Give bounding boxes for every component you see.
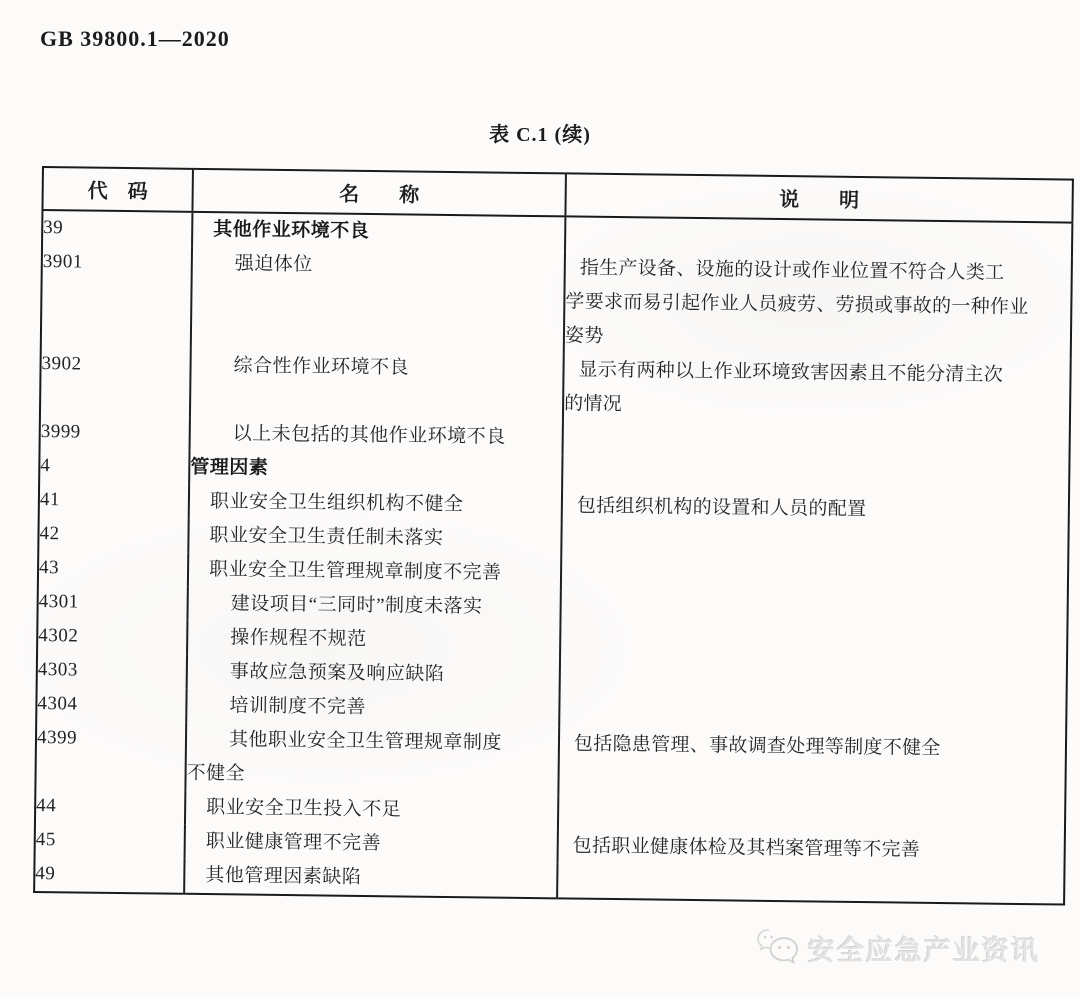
name-cell: 操作规程不规范 xyxy=(187,621,560,660)
desc-cell: 包括职业健康体检及其档案管理等不完善 xyxy=(558,829,1065,869)
desc-cell: 包括组织机构的设置和人员的配置 xyxy=(562,489,1069,529)
name-cell: 职业安全卫生投入不足 xyxy=(185,791,558,830)
code-cell: 4302 xyxy=(38,624,79,647)
code-cell: 39 xyxy=(43,217,64,239)
name-cell: 强迫体位 xyxy=(191,247,565,354)
name-cell: 管理因素 xyxy=(189,451,562,490)
table-row xyxy=(40,347,1071,428)
code-cell: 44 xyxy=(36,794,57,817)
code-cell: 4303 xyxy=(37,658,78,681)
watermark-label: 安全应急产业资讯 xyxy=(808,935,1040,966)
name-cell: 其他职业安全卫生管理规章制度 不健全 xyxy=(185,723,559,796)
desc-cell: 包括隐患管理、事故调查处理等制度不健全 xyxy=(558,727,1066,801)
standard-number: GB 39800.1—2020 xyxy=(40,26,230,51)
name-cell: 培训制度不完善 xyxy=(186,689,559,728)
name-cell: 建设项目“三同时”制度未落实 xyxy=(187,587,560,626)
header-name: 名 称 xyxy=(192,169,565,217)
table-row xyxy=(41,245,1072,360)
code-cell: 3902 xyxy=(41,353,82,375)
desc-cell xyxy=(557,863,1064,904)
code-cell: 49 xyxy=(35,862,56,885)
name-cell: 职业安全卫生责任制未落实 xyxy=(188,519,561,558)
code-cell: 4304 xyxy=(37,692,78,715)
code-cell: 4399 xyxy=(36,726,78,749)
header-description: 说 明 xyxy=(565,173,1072,222)
code-cell: 43 xyxy=(38,556,60,579)
name-cell: 事故应急预案及响应缺陷 xyxy=(187,655,560,694)
table-row xyxy=(35,721,1066,802)
desc-cell: 指生产设备、设施的设计或作业位置不符合人类工 学要求而易引起作业人员疲劳、劳损或事故的一种作业 姿势 xyxy=(564,251,1072,359)
code-cell: 41 xyxy=(39,489,61,511)
name-cell: 职业安全卫生组织机构不健全 xyxy=(189,485,562,524)
header-code: 代 码 xyxy=(42,167,193,212)
code-cell: 4 xyxy=(40,455,51,477)
code-cell: 3901 xyxy=(42,251,83,273)
table-title: 表 C.1 (续) xyxy=(489,124,591,146)
code-cell: 4301 xyxy=(38,590,79,613)
wechat-icon xyxy=(755,926,801,970)
code-cell: 42 xyxy=(39,522,60,545)
code-cell: 45 xyxy=(35,828,56,851)
name-cell: 其他作业环境不良 xyxy=(192,212,565,252)
name-cell: 职业安全卫生管理规章制度不完善 xyxy=(188,553,561,592)
watermark xyxy=(755,926,1040,970)
name-cell: 以上未包括的其他作业环境不良 xyxy=(190,417,563,456)
hazard-code-table xyxy=(33,166,1072,906)
desc-cell: 显示有两种以上作业环境致害因素且不能分清主次 的情况 xyxy=(563,353,1071,427)
name-cell: 职业健康管理不完善 xyxy=(185,825,558,864)
name-cell: 其他管理因素缺陷 xyxy=(184,859,557,899)
code-cell: 3999 xyxy=(40,421,81,443)
name-cell: 综合性作业环境不良 xyxy=(190,349,564,422)
